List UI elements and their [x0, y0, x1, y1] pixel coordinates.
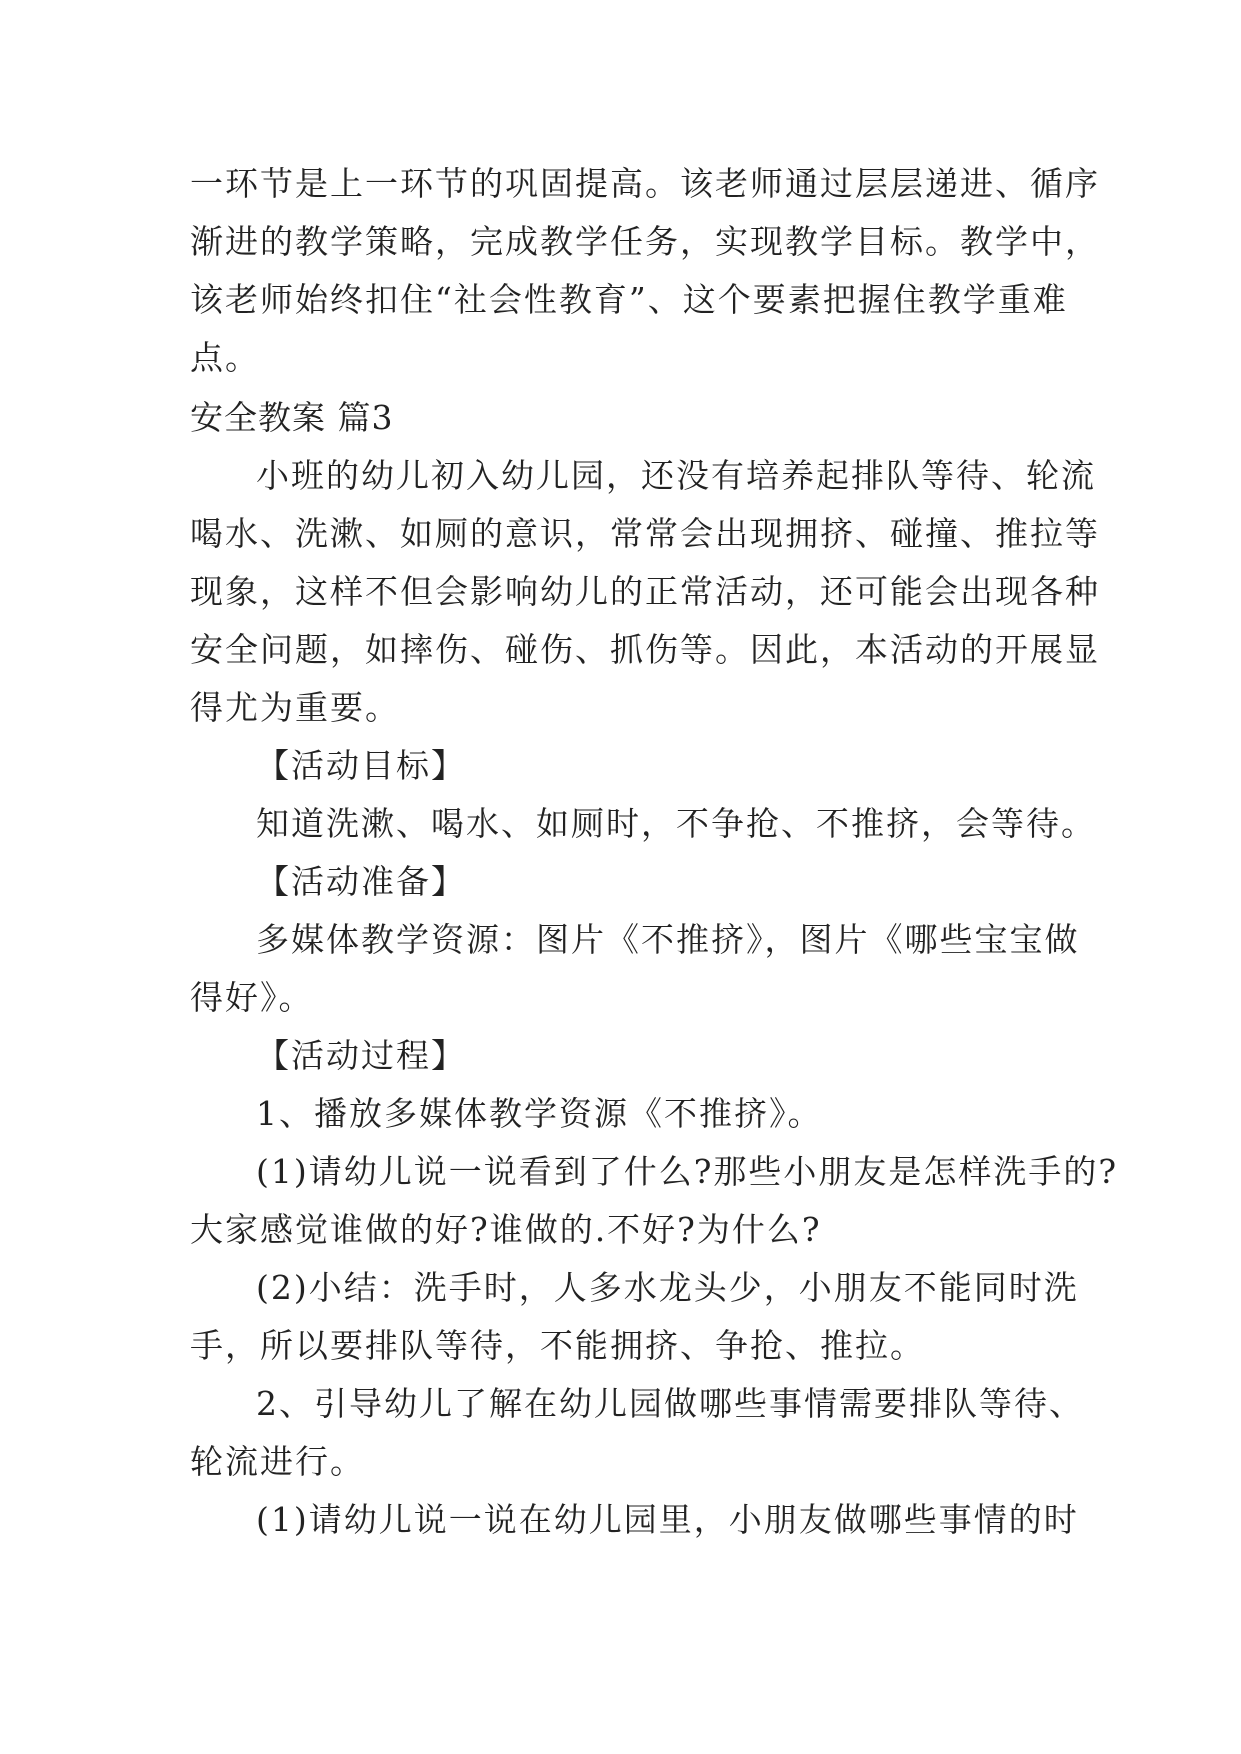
- paragraph-line: 该老师始终扣住“社会性教育”、这个要素把握住教学重难: [190, 280, 1068, 319]
- paragraph-line: 喝水、洗漱、如厕的意识，常常会出现拥挤、碰撞、推拉等: [190, 514, 1100, 553]
- subheading-preparation: 【活动准备】: [256, 862, 466, 901]
- paragraph-line: (2)小结：洗手时，人多水龙头少，小朋友不能同时洗: [256, 1268, 1079, 1307]
- paragraph-line: 得尤为重要。: [190, 688, 400, 727]
- paragraph-line: 点。: [190, 338, 260, 377]
- paragraph-line: 得好》。: [190, 978, 314, 1017]
- paragraph-line: 2、引导幼儿了解在幼儿园做哪些事情需要排队等待、: [256, 1384, 1084, 1423]
- paragraph-line: 多媒体教学资源：图片《不推挤》，图片《哪些宝宝做: [256, 920, 1080, 959]
- paragraph-line: (1)请幼儿说一说看到了什么?那些小朋友是怎样洗手的?: [256, 1152, 1119, 1191]
- subheading-process: 【活动过程】: [256, 1036, 466, 1075]
- paragraph-line: 轮流进行。: [190, 1442, 365, 1481]
- paragraph-line: 一环节是上一环节的巩固提高。该老师通过层层递进、循序: [190, 164, 1100, 203]
- paragraph-line: 大家感觉谁做的好?谁做的.不好?为什么?: [190, 1210, 822, 1249]
- section-title: 安全教案 篇3: [190, 398, 394, 437]
- paragraph-line: 安全问题，如摔伤、碰伤、抓伤等。因此，本活动的开展显: [190, 630, 1100, 669]
- paragraph-line: 小班的幼儿初入幼儿园，还没有培养起排队等待、轮流: [256, 456, 1096, 495]
- subheading-goals: 【活动目标】: [256, 746, 466, 785]
- paragraph-line: 渐进的教学策略，完成教学任务，实现教学目标。教学中，: [190, 222, 1100, 261]
- paragraph-line: 手，所以要排队等待，不能拥挤、争抢、推拉。: [190, 1326, 925, 1365]
- paragraph-line: 现象，这样不但会影响幼儿的正常活动，还可能会出现各种: [190, 572, 1100, 611]
- paragraph-line: (1)请幼儿说一说在幼儿园里，小朋友做哪些事情的时: [256, 1500, 1079, 1539]
- paragraph-line: 1、播放多媒体教学资源《不推挤》。: [256, 1094, 823, 1133]
- paragraph-line: 知道洗漱、喝水、如厕时，不争抢、不推挤，会等待。: [256, 804, 1096, 843]
